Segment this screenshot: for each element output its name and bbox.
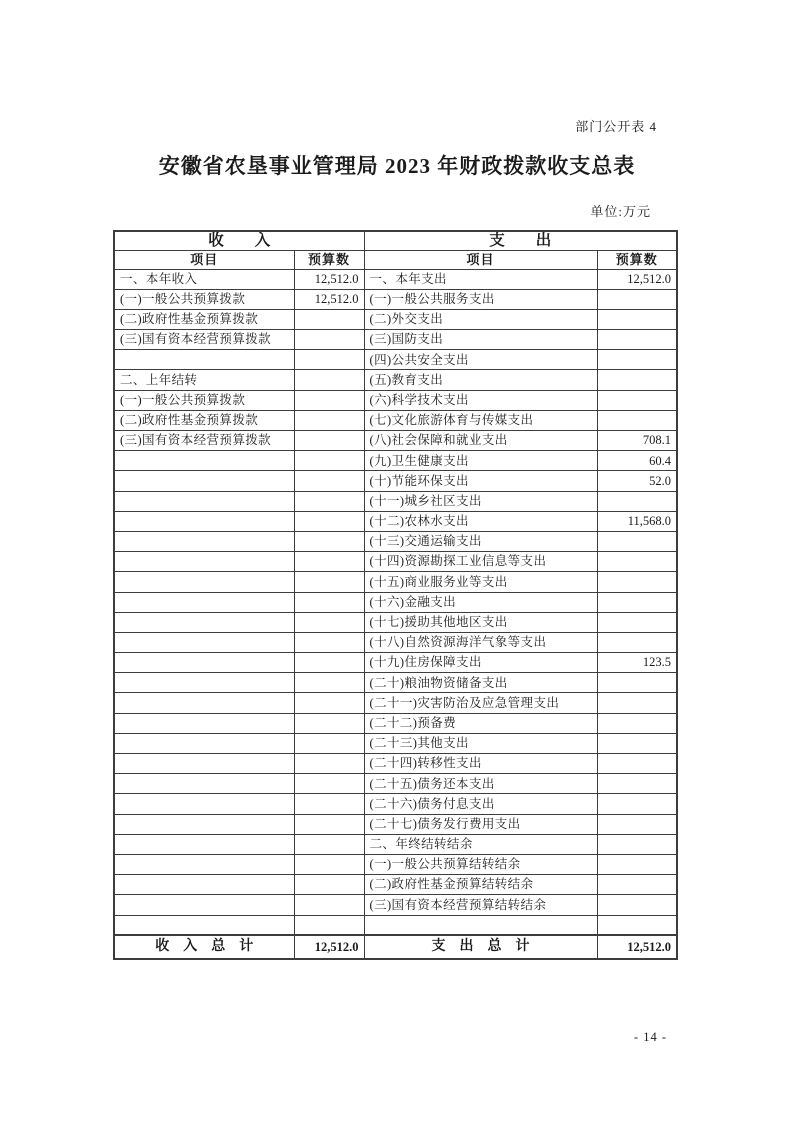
income-value-cell — [294, 572, 364, 592]
expense-item-cell: (七)文化旅游体育与传媒支出 — [364, 410, 597, 430]
income-value-cell — [294, 814, 364, 834]
expense-budget-column-header: 预算数 — [597, 250, 677, 269]
income-item-cell: 一、本年收入 — [114, 269, 294, 289]
expense-item-cell: (十二)农林水支出 — [364, 511, 597, 531]
table-row — [114, 713, 677, 733]
income-item-cell — [114, 895, 294, 915]
expense-value-cell — [597, 693, 677, 713]
table-row — [114, 390, 677, 410]
income-value-cell — [294, 632, 364, 652]
expense-value-cell: 708.1 — [597, 431, 677, 451]
income-item-cell: 二、上年结转 — [114, 370, 294, 390]
expense-item-cell: (十九)住房保障支出 — [364, 653, 597, 673]
expense-value-cell — [597, 390, 677, 410]
expense-value-cell: 12,512.0 — [597, 269, 677, 289]
income-value-cell — [294, 653, 364, 673]
income-value-cell — [294, 471, 364, 491]
table-row — [114, 693, 677, 713]
table-row — [114, 531, 677, 551]
table-row — [114, 431, 677, 451]
table-row — [114, 632, 677, 652]
expense-value-cell — [597, 774, 677, 794]
expense-value-cell — [597, 289, 677, 309]
income-value-cell — [294, 794, 364, 814]
income-value-cell — [294, 309, 364, 329]
income-item-cell — [114, 713, 294, 733]
income-item-column-header: 项目 — [114, 250, 294, 269]
income-value-cell — [294, 854, 364, 874]
table-row — [114, 269, 677, 289]
income-value-cell — [294, 592, 364, 612]
income-value-cell — [294, 531, 364, 551]
expense-value-cell — [597, 491, 677, 511]
expense-item-cell: (十七)援助其他地区支出 — [364, 612, 597, 632]
page-title: 安徽省农垦事业管理局 2023 年财政拨款收支总表 — [158, 154, 636, 178]
expense-value-cell: 52.0 — [597, 471, 677, 491]
income-item-cell — [114, 834, 294, 854]
income-item-cell — [114, 774, 294, 794]
doc-note: 部门公开表 4 — [575, 119, 657, 134]
income-value-cell — [294, 673, 364, 693]
income-item-cell — [114, 471, 294, 491]
expense-value-cell — [597, 309, 677, 329]
expense-item-cell: (二十六)债务付息支出 — [364, 794, 597, 814]
table-row — [114, 733, 677, 753]
income-value-cell — [294, 895, 364, 915]
table-row — [114, 370, 677, 390]
expense-value-cell — [597, 632, 677, 652]
income-value-cell — [294, 693, 364, 713]
expense-value-cell — [597, 834, 677, 854]
income-item-cell: (一)一般公共预算拨款 — [114, 289, 294, 309]
income-value-cell — [294, 350, 364, 370]
table-row — [114, 875, 677, 895]
income-item-cell — [114, 794, 294, 814]
expense-value-cell — [597, 592, 677, 612]
expense-item-cell: (二)政府性基金预算结转结余 — [364, 875, 597, 895]
table-row — [114, 673, 677, 693]
expense-item-cell: (十)节能环保支出 — [364, 471, 597, 491]
expense-value-cell — [597, 754, 677, 774]
table-row — [114, 794, 677, 814]
expense-value-cell — [597, 531, 677, 551]
budget-table — [113, 230, 678, 960]
expense-item-cell: (九)卫生健康支出 — [364, 451, 597, 471]
income-total-value: 12,512.0 — [294, 935, 364, 959]
unit-label: 单位:万元 — [590, 204, 651, 219]
table-row — [114, 572, 677, 592]
table-row — [114, 289, 677, 309]
income-item-cell — [114, 511, 294, 531]
income-value-cell — [294, 875, 364, 895]
table-row — [114, 895, 677, 915]
expense-value-cell — [597, 854, 677, 874]
table-row — [114, 410, 677, 430]
expense-value-cell — [597, 713, 677, 733]
income-value-cell — [294, 370, 364, 390]
expense-value-cell — [597, 895, 677, 915]
income-item-cell — [114, 531, 294, 551]
income-item-cell — [114, 875, 294, 895]
table-row — [114, 471, 677, 491]
income-value-cell — [294, 733, 364, 753]
income-item-cell: (三)国有资本经营预算拨款 — [114, 431, 294, 451]
expense-value-cell: 123.5 — [597, 653, 677, 673]
income-item-cell — [114, 915, 294, 935]
expense-item-cell: (十一)城乡社区支出 — [364, 491, 597, 511]
income-item-cell — [114, 592, 294, 612]
table-row — [114, 774, 677, 794]
income-value-cell — [294, 754, 364, 774]
table-row — [114, 854, 677, 874]
income-value-cell — [294, 612, 364, 632]
income-item-cell — [114, 491, 294, 511]
table-row — [114, 592, 677, 612]
income-value-cell — [294, 834, 364, 854]
expense-item-column-header: 项目 — [364, 250, 597, 269]
income-value-cell — [294, 774, 364, 794]
income-item-cell — [114, 612, 294, 632]
expense-value-cell — [597, 572, 677, 592]
income-item-cell: (一)一般公共预算拨款 — [114, 390, 294, 410]
expense-value-cell — [597, 733, 677, 753]
expense-item-cell: (四)公共安全支出 — [364, 350, 597, 370]
expense-item-cell: (十八)自然资源海洋气象等支出 — [364, 632, 597, 652]
table-row — [114, 814, 677, 834]
expense-value-cell — [597, 330, 677, 350]
expense-item-cell: (十三)交通运输支出 — [364, 531, 597, 551]
income-value-cell — [294, 915, 364, 935]
income-value-cell — [294, 410, 364, 430]
expense-total-value: 12,512.0 — [597, 935, 677, 959]
income-item-cell — [114, 693, 294, 713]
table-row — [114, 330, 677, 350]
expense-item-cell: (二十二)预备费 — [364, 713, 597, 733]
expense-item-cell: (二十七)债务发行费用支出 — [364, 814, 597, 834]
income-item-cell: (二)政府性基金预算拨款 — [114, 309, 294, 329]
expense-value-cell — [597, 814, 677, 834]
expense-item-cell: (五)教育支出 — [364, 370, 597, 390]
table-row — [114, 653, 677, 673]
income-item-cell — [114, 733, 294, 753]
expense-item-cell: 一、本年支出 — [364, 269, 597, 289]
income-item-cell — [114, 653, 294, 673]
expense-item-cell: (一)一般公共服务支出 — [364, 289, 597, 309]
table-row — [114, 834, 677, 854]
column-header-row — [114, 250, 677, 269]
expense-value-cell — [597, 794, 677, 814]
expense-value-cell: 60.4 — [597, 451, 677, 471]
income-item-cell — [114, 673, 294, 693]
income-value-cell — [294, 552, 364, 572]
table-row — [114, 309, 677, 329]
expense-item-cell: (二)外交支出 — [364, 309, 597, 329]
expense-value-cell — [597, 673, 677, 693]
expense-item-cell: (一)一般公共预算结转结余 — [364, 854, 597, 874]
table-row — [114, 612, 677, 632]
expense-item-cell: (十五)商业服务业等支出 — [364, 572, 597, 592]
income-item-cell: (三)国有资本经营预算拨款 — [114, 330, 294, 350]
table-row — [114, 915, 677, 935]
page-number: - 14 - — [633, 1030, 667, 1044]
income-item-cell — [114, 854, 294, 874]
expense-item-cell: (二十四)转移性支出 — [364, 754, 597, 774]
income-total-label: 收 入 总 计 — [114, 935, 294, 959]
income-value-cell — [294, 431, 364, 451]
expense-section-header: 支 出 — [364, 231, 677, 250]
table-row — [114, 754, 677, 774]
table-row — [114, 451, 677, 471]
expense-value-cell — [597, 410, 677, 430]
income-item-cell — [114, 552, 294, 572]
expense-value-cell — [597, 612, 677, 632]
income-item-cell — [114, 814, 294, 834]
table-row — [114, 350, 677, 370]
income-item-cell — [114, 350, 294, 370]
income-item-cell — [114, 451, 294, 471]
expense-total-label: 支 出 总 计 — [364, 935, 597, 959]
expense-item-cell: 二、年终结转结余 — [364, 834, 597, 854]
table-row — [114, 511, 677, 531]
table-row — [114, 552, 677, 572]
expense-value-cell: 11,568.0 — [597, 511, 677, 531]
expense-item-cell: (二十)粮油物资储备支出 — [364, 673, 597, 693]
income-value-cell — [294, 330, 364, 350]
income-item-cell — [114, 754, 294, 774]
income-item-cell — [114, 572, 294, 592]
income-budget-column-header: 预算数 — [294, 250, 364, 269]
expense-value-cell — [597, 350, 677, 370]
section-header-row — [114, 231, 677, 250]
income-value-cell — [294, 491, 364, 511]
expense-item-cell: (二十五)债务还本支出 — [364, 774, 597, 794]
expense-value-cell — [597, 915, 677, 935]
income-value-cell — [294, 511, 364, 531]
income-value-cell: 12,512.0 — [294, 269, 364, 289]
expense-item-cell: (十六)金融支出 — [364, 592, 597, 612]
expense-item-cell: (三)国防支出 — [364, 330, 597, 350]
expense-item-cell: (二十一)灾害防治及应急管理支出 — [364, 693, 597, 713]
expense-item-cell: (二十三)其他支出 — [364, 733, 597, 753]
income-section-header: 收 入 — [114, 231, 364, 250]
expense-item-cell: (八)社会保障和就业支出 — [364, 431, 597, 451]
total-row — [114, 935, 677, 959]
income-value-cell — [294, 451, 364, 471]
table-row — [114, 491, 677, 511]
expense-item-cell: (三)国有资本经营预算结转结余 — [364, 895, 597, 915]
income-value-cell — [294, 390, 364, 410]
income-value-cell: 12,512.0 — [294, 289, 364, 309]
income-item-cell — [114, 632, 294, 652]
expense-item-cell: (六)科学技术支出 — [364, 390, 597, 410]
expense-value-cell — [597, 552, 677, 572]
income-value-cell — [294, 713, 364, 733]
table-body — [114, 269, 677, 935]
expense-value-cell — [597, 370, 677, 390]
expense-item-cell — [364, 915, 597, 935]
income-item-cell: (二)政府性基金预算拨款 — [114, 410, 294, 430]
expense-value-cell — [597, 875, 677, 895]
expense-item-cell: (十四)资源勘探工业信息等支出 — [364, 552, 597, 572]
